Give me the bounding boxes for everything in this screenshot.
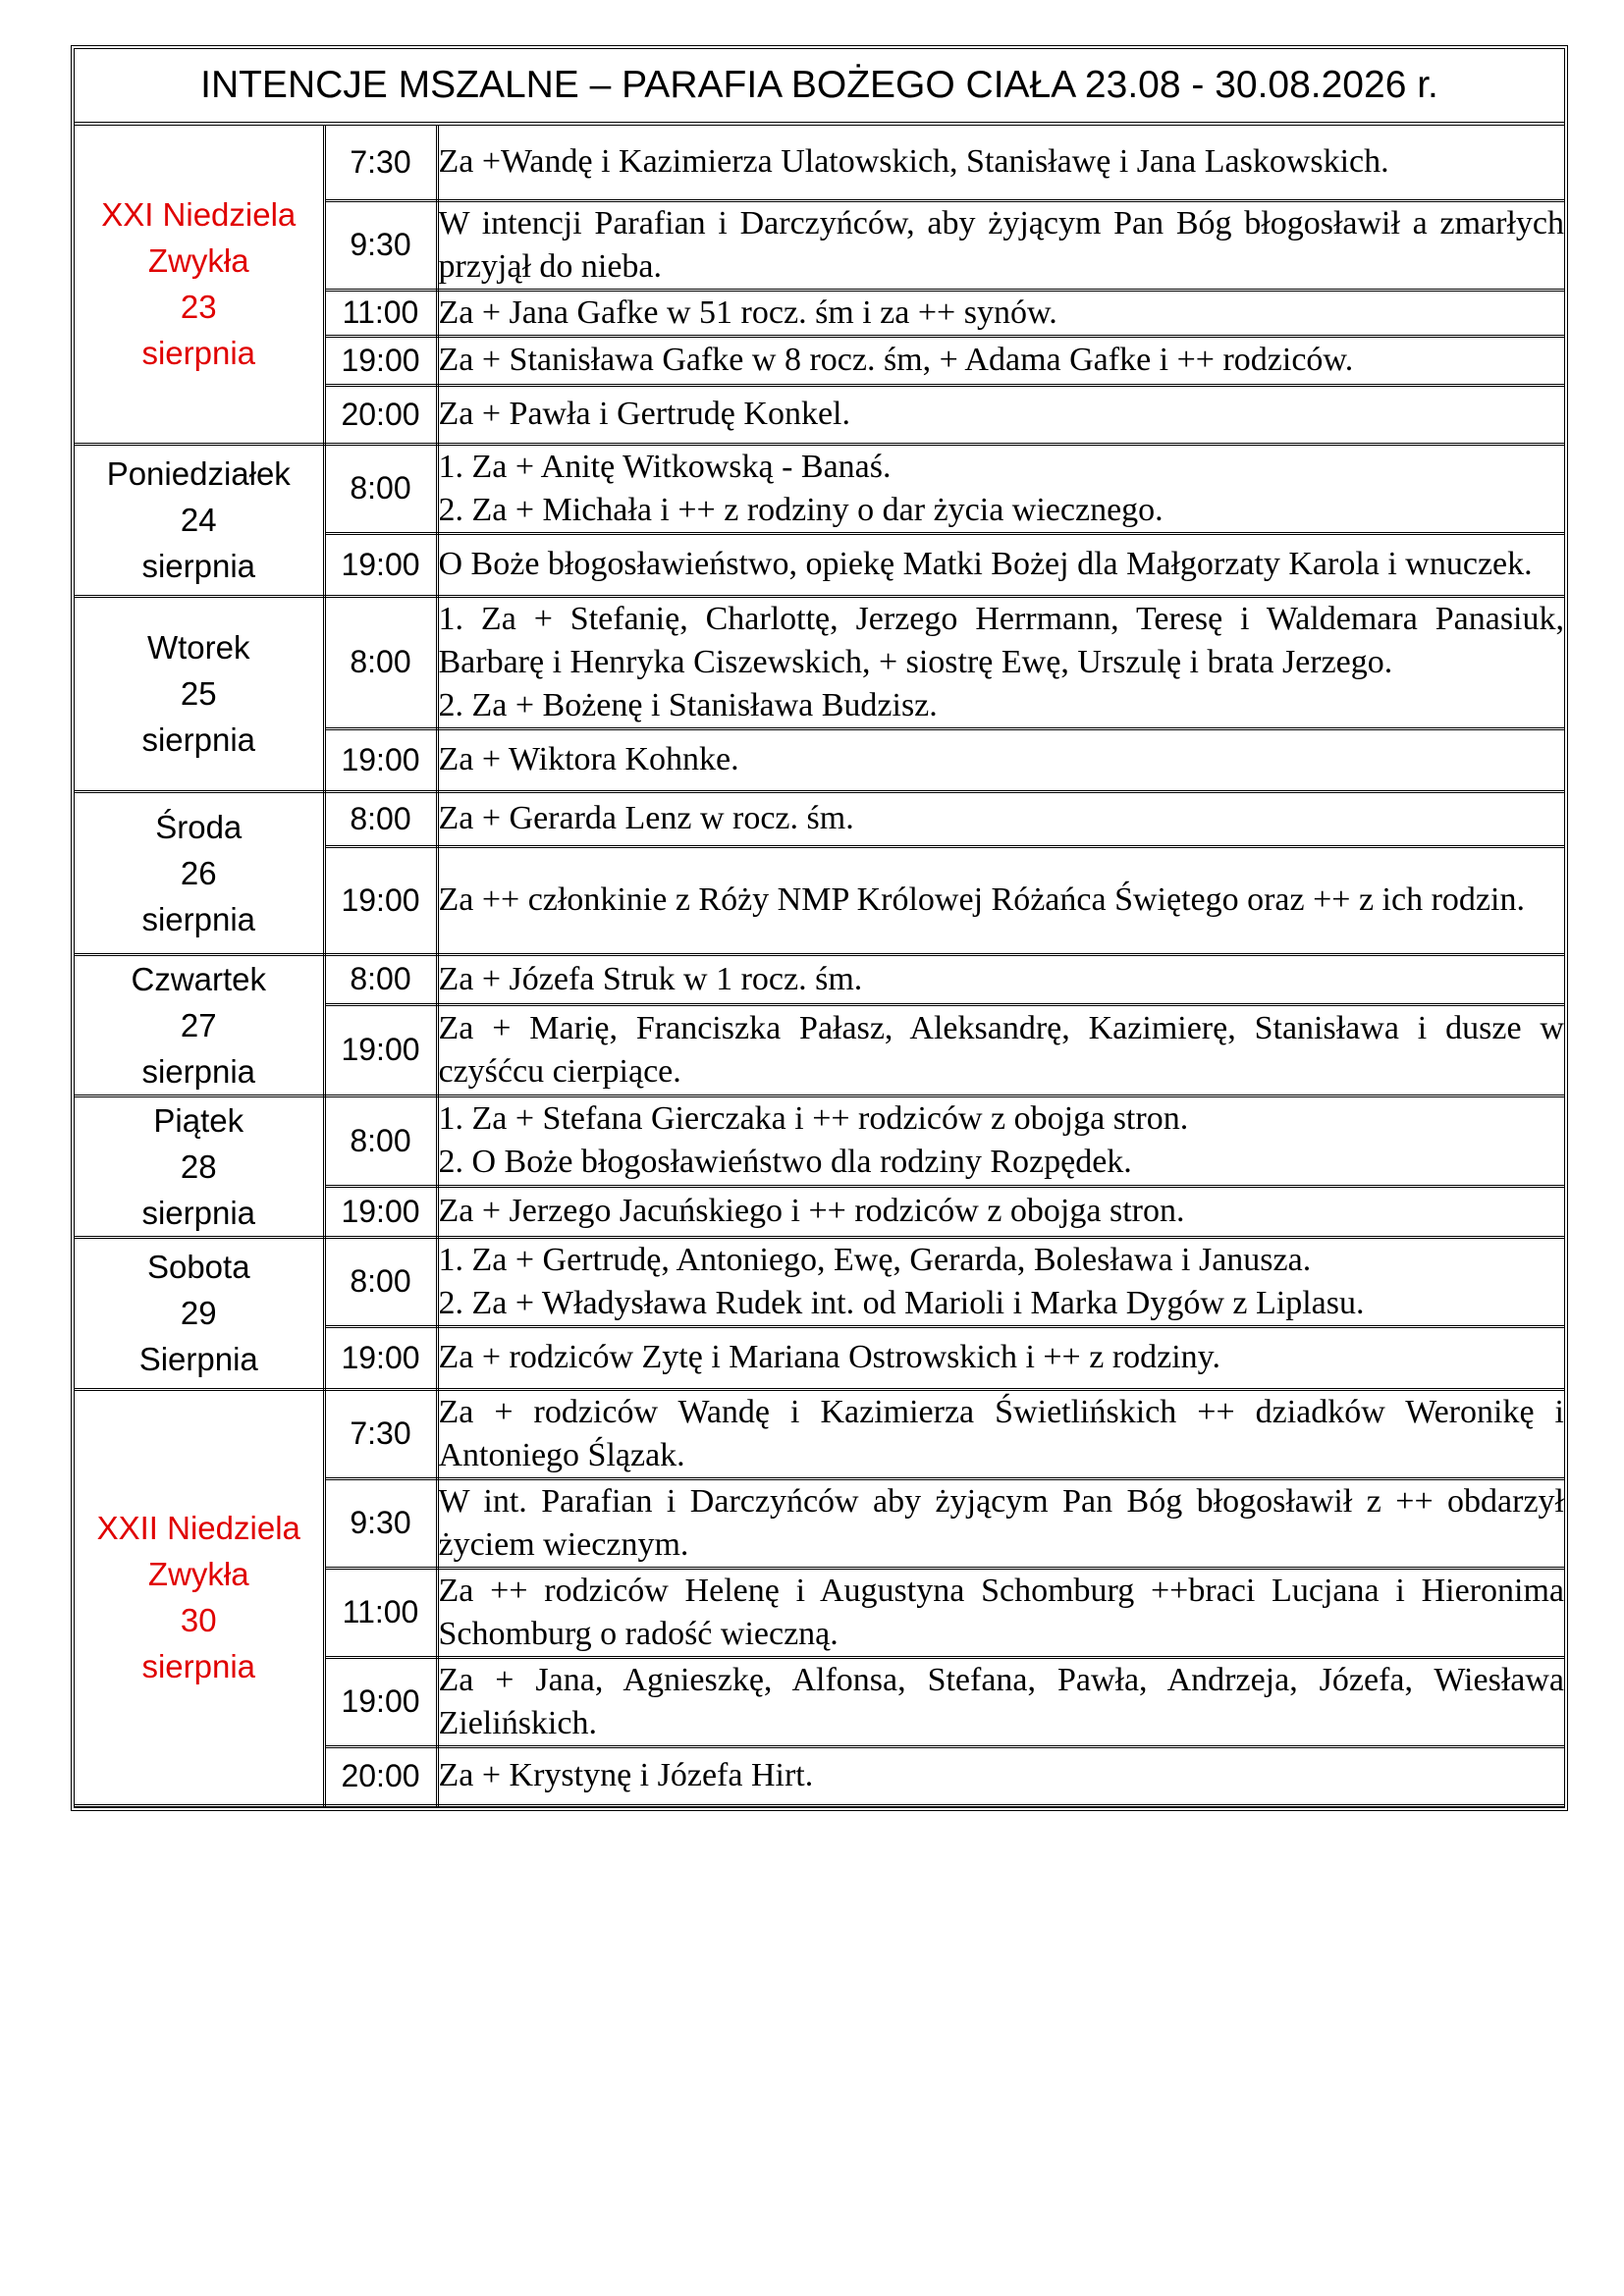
mass-time: 19:00 <box>324 846 437 954</box>
mass-row <box>75 791 1564 846</box>
day-label: Piątek 28 sierpnia <box>75 1095 324 1237</box>
mass-intention: Za + Marię, Franciszka Pałasz, Aleksandrę, Kazimierę, Stanisława i dusze w czyśćcu cierpiące. <box>437 1004 1564 1095</box>
mass-intention: Za + rodziców Zytę i Mariana Ostrowskich i ++ z rodziny. <box>437 1326 1564 1389</box>
mass-intention: Za + Jana Gafke w 51 rocz. śm i za ++ synów. <box>437 290 1564 336</box>
mass-time: 19:00 <box>324 1326 437 1389</box>
mass-time: 9:30 <box>324 1478 437 1568</box>
mass-intention: Za + Krystynę i Józefa Hirt. <box>437 1746 1564 1805</box>
mass-time: 8:00 <box>324 954 437 1004</box>
mass-time: 9:30 <box>324 200 437 290</box>
mass-intention: Za + Gerarda Lenz w rocz. śm. <box>437 791 1564 846</box>
intentions-table <box>75 126 1564 1807</box>
day-label: Czwartek 27 sierpnia <box>75 954 324 1095</box>
mass-intention: Za +Wandę i Kazimierza Ulatowskich, Stanisławę i Jana Laskowskich. <box>437 126 1564 200</box>
mass-row <box>75 596 1564 728</box>
day-label: Poniedziałek 24 sierpnia <box>75 444 324 596</box>
day-label: XXII Niedziela Zwykła 30 sierpnia <box>75 1389 324 1805</box>
day-label: XXI Niedziela Zwykła 23 sierpnia <box>75 126 324 444</box>
mass-intention: Za + Jana, Agnieszkę, Alfonsa, Stefana, Pawła, Andrzeja, Józefa, Wiesława Zielińskich. <box>437 1657 1564 1746</box>
mass-row <box>75 1095 1564 1187</box>
mass-intention: O Boże błogosławieństwo, opiekę Matki Bożej dla Małgorzaty Karola i wnuczek. <box>437 533 1564 596</box>
mass-time: 11:00 <box>324 290 437 336</box>
mass-time: 8:00 <box>324 1095 437 1187</box>
mass-time: 20:00 <box>324 385 437 444</box>
mass-time: 20:00 <box>324 1746 437 1805</box>
mass-row <box>75 444 1564 533</box>
page-title: INTENCJE MSZALNE – PARAFIA BOŻEGO CIAŁA 23.08 - 30.08.2026 r. <box>75 49 1564 126</box>
mass-row <box>75 1389 1564 1478</box>
mass-time: 8:00 <box>324 596 437 728</box>
mass-time: 7:30 <box>324 1389 437 1478</box>
mass-time: 11:00 <box>324 1568 437 1657</box>
mass-intention: Za ++ rodziców Helenę i Augustyna Schomburg ++braci Lucjana i Hieronima Schomburg o radość wieczną. <box>437 1568 1564 1657</box>
mass-intention: W int. Parafian i Darczyńców aby żyjącym Pan Bóg błogosławił z ++ obdarzył życiem wiecznym. <box>437 1478 1564 1568</box>
intentions-sheet <box>71 45 1568 1811</box>
mass-row <box>75 1237 1564 1326</box>
mass-time: 19:00 <box>324 533 437 596</box>
mass-time: 8:00 <box>324 444 437 533</box>
mass-row <box>75 954 1564 1004</box>
mass-intention: Za + Jerzego Jacuńskiego i ++ rodziców z obojga stron. <box>437 1187 1564 1237</box>
mass-intention: Za + Stanisława Gafke w 8 rocz. śm, + Adama Gafke i ++ rodziców. <box>437 336 1564 385</box>
mass-intention: Za + rodziców Wandę i Kazimierza Świetlińskich ++ dziadków Weronikę i Antoniego Ślązak. <box>437 1389 1564 1478</box>
day-label: Sobota 29 Sierpnia <box>75 1237 324 1389</box>
mass-time: 8:00 <box>324 1237 437 1326</box>
mass-row <box>75 126 1564 200</box>
mass-time: 19:00 <box>324 1187 437 1237</box>
mass-intention: Za + Józefa Struk w 1 rocz. śm. <box>437 954 1564 1004</box>
mass-intention: 1. Za + Anitę Witkowską - Banaś. 2. Za + Michała i ++ z rodziny o dar życia wiecznego. <box>437 444 1564 533</box>
day-label: Wtorek 25 sierpnia <box>75 596 324 791</box>
mass-time: 19:00 <box>324 728 437 791</box>
mass-intention: Za ++ członkinie z Róży NMP Królowej Różańca Świętego oraz ++ z ich rodzin. <box>437 846 1564 954</box>
mass-time: 19:00 <box>324 336 437 385</box>
mass-intention: Za + Pawła i Gertrudę Konkel. <box>437 385 1564 444</box>
mass-intention: 1. Za + Stefanię, Charlottę, Jerzego Herrmann, Teresę i Waldemara Panasiuk, Barbarę i Henryka Ciszewskich, + siostrę Ewę, Urszulę i brata Jerzego. 2. Za + Bożenę i Stanisława Budzisz. <box>437 596 1564 728</box>
mass-intention: Za + Wiktora Kohnke. <box>437 728 1564 791</box>
mass-time: 7:30 <box>324 126 437 200</box>
mass-intention: 1. Za + Gertrudę, Antoniego, Ewę, Gerarda, Bolesława i Janusza. 2. Za + Władysława Rudek int. od Marioli i Marka Dygów z Liplasu. <box>437 1237 1564 1326</box>
mass-time: 19:00 <box>324 1004 437 1095</box>
mass-intention: 1. Za + Stefana Gierczaka i ++ rodziców z obojga stron. 2. O Boże błogosławieństwo dla rodziny Rozpędek. <box>437 1095 1564 1187</box>
mass-time: 8:00 <box>324 791 437 846</box>
mass-intention: W intencji Parafian i Darczyńców, aby żyjącym Pan Bóg błogosławił a zmarłych przyjął do nieba. <box>437 200 1564 290</box>
mass-time: 19:00 <box>324 1657 437 1746</box>
day-label: Środa 26 sierpnia <box>75 791 324 954</box>
